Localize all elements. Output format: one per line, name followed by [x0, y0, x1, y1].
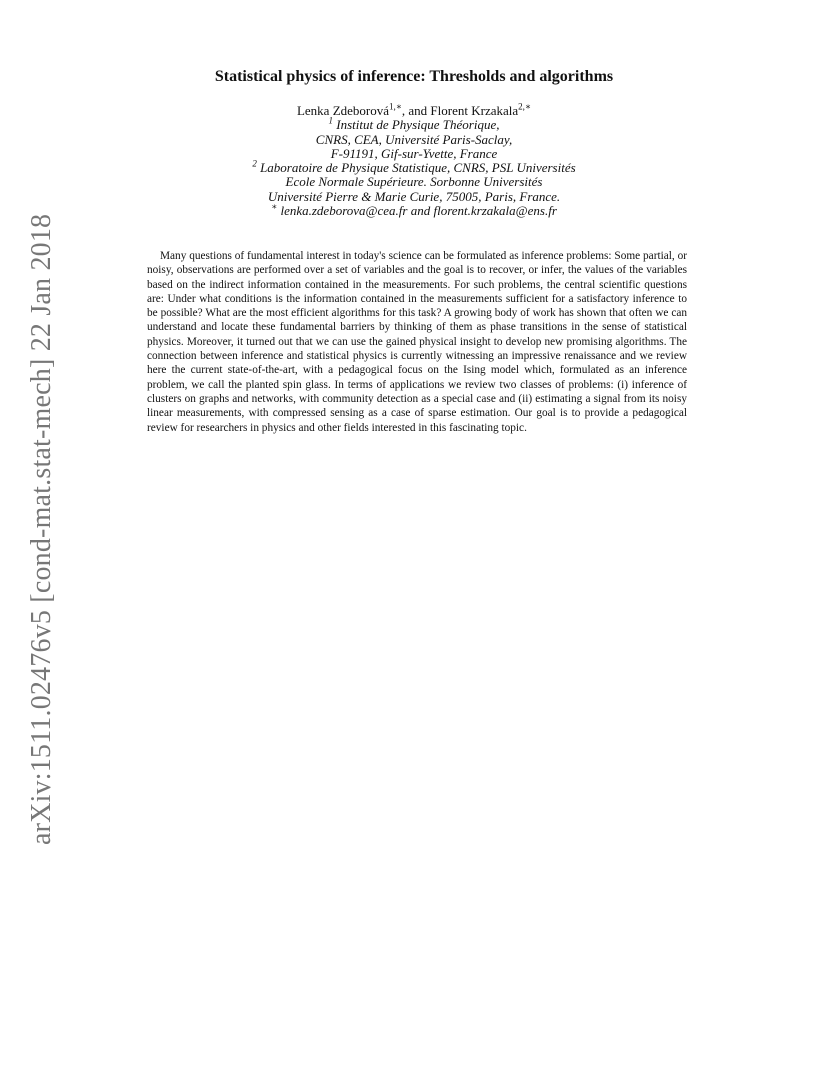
abstract-paragraph: Many questions of fundamental interest in today's science can be formulated as inference problems: Some partial, or noisy, observations are performed over a set of variables and the goal is to recover, or infer, the values of the variables based on the indirect information contained in the measurements. For such problems, the central scientific questions are: Under what conditions is the information contained in the measurements sufficient for a satisfactory inference to be possible? What are the most efficient algorithms for this task? A growing body of work has shown that often we can understand and locate these fundamental barriers by thinking of them as phase transitions in the sense of statistical physics. Moreover, it turned out that we can use the gained physical insight to develop new promising algorithms. The connection between inference and statistical physics is currently witnessing an impressive renaissance and we review here the current state-of-the-art, with a pedagogical focus on the Ising model which, formulated as an inference problem, we call the planted spin glass. In terms of applications we review two classes of problems: (i) inference of clusters on graphs and networks, with community detection as a special case and (ii) estimating a signal from its noisy linear measurements, with compressed sensing as a case of sparse estimation. Our goal is to provide a pedagogical review for researchers in physics and other fields interested in this fascinating topic.	[147, 250, 687, 434]
affiliation1-line3: F-91191, Gif-sur-Yvette, France	[330, 145, 498, 161]
email-line	[0, 201, 828, 219]
affiliation2-line1-text: Laboratoire de Physique Statistique, CNRS, PSL Universités	[260, 160, 576, 176]
affiliation2-mark: 2	[252, 158, 257, 169]
author2-affiliation-mark: 2,∗	[518, 101, 532, 112]
affiliation1-line1-text: Institut de Physique Théorique,	[336, 117, 500, 133]
affiliation2-line1	[0, 158, 828, 176]
paper-title: Statistical physics of inference: Thresholds and algorithms	[214, 68, 614, 85]
author-separator: , and	[401, 103, 431, 118]
author1-name: Lenka Zdeborová	[296, 103, 390, 118]
affiliation2-line2: Ecole Normale Supérieure. Sorbonne Universités	[285, 174, 543, 190]
author2-name: Florent Krzakala	[430, 103, 519, 118]
arxiv-identifier-stamp: arXiv:1511.02476v5 [cond-mat.stat-mech] 22 Jan 2018	[26, 213, 57, 845]
author1-affiliation-mark: 1,∗	[389, 101, 402, 112]
email-mark: ∗	[271, 201, 278, 212]
author-block	[0, 101, 828, 219]
affiliation1-mark: 1	[328, 115, 334, 126]
email-addresses: lenka.zdeborova@cea.fr and florent.krzakala@ens.fr	[280, 203, 557, 219]
affiliation1-line2: CNRS, CEA, Université Paris-Saclay,	[315, 131, 513, 147]
affiliation2-line3: Université Pierre & Marie Curie, 75005, Paris, France.	[267, 188, 561, 204]
affiliation1-line1	[0, 115, 828, 133]
